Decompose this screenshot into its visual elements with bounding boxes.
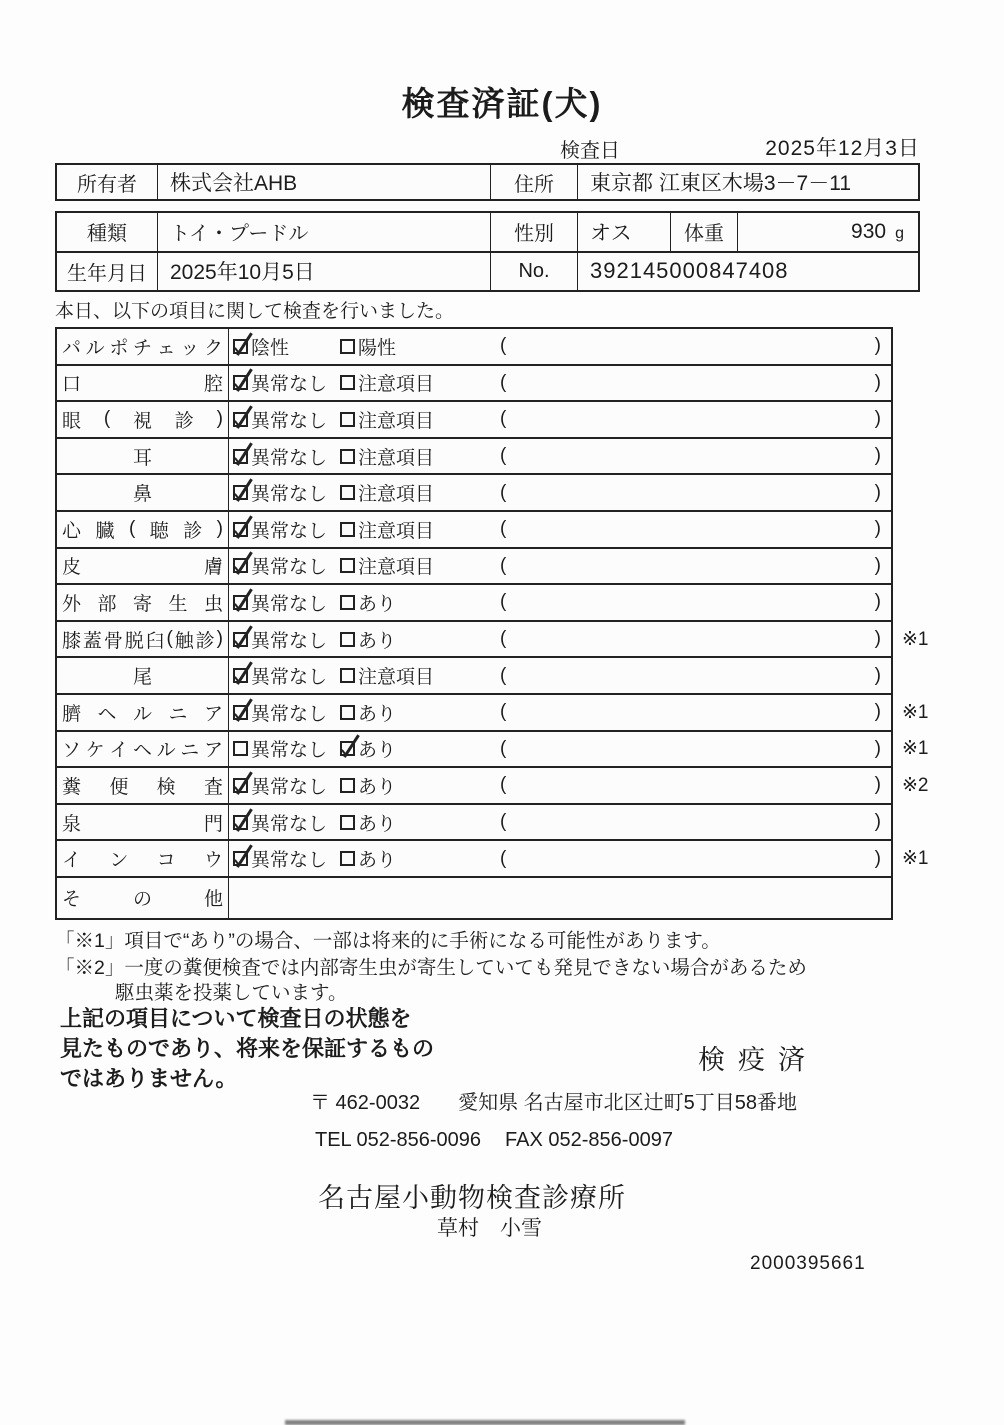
inspection-date-label: 検査日 [560,140,620,162]
option-label: 異常なし [251,703,328,725]
paren-open: ( [500,554,507,576]
no-value: 392145000847408 [577,253,918,291]
option-label: 異常なし [251,374,328,396]
checkbox[interactable] [340,632,355,647]
option-label: 異常なし [251,410,328,432]
paren-open: ( [500,664,507,686]
checklist-row [57,329,891,366]
row-note: ※2 [902,774,929,796]
checkbox[interactable] [340,375,355,390]
birth-value: 2025年10月5日 [157,253,490,291]
checkbox[interactable] [340,522,355,537]
paren-close: ) [874,664,881,686]
checkbox[interactable] [233,815,248,830]
paren-open: ( [500,445,507,467]
sex-value: オス [577,213,670,251]
checkbox[interactable] [233,375,248,390]
row-content [229,695,891,730]
weight-value [737,213,918,251]
option-label: 異常なし [251,667,328,689]
checkbox[interactable] [233,595,248,610]
item-label: 膝 蓋 骨 脱 臼 ( 触 診 ) [57,622,229,657]
checklist-row [57,549,891,586]
row-content [229,805,891,840]
checklist-row [57,475,891,512]
option-1 [233,443,340,470]
item-label: 眼 ( 視 診 ) [57,402,229,437]
checkbox[interactable] [233,851,248,866]
row-content [229,622,891,657]
clinic-tel: TEL 052-856-0096 [315,1129,482,1151]
option-1 [233,516,340,543]
row-note: ※1 [902,701,929,723]
paren-open: ( [500,371,507,393]
option-label: あり [358,850,397,872]
sex-label: 性別 [490,213,577,251]
option-label: 異常なし [251,850,328,872]
inspection-date-value: 2025年12月3日 [765,137,920,160]
option-label: 異常なし [251,740,328,762]
row-note: ※1 [902,848,929,870]
checkbox[interactable] [340,485,355,500]
option-1 [233,406,340,433]
row-content [229,658,891,693]
option-2 [340,516,498,543]
item-label: 口 腔 [57,366,229,401]
disclaimer-line-2: 見たものであり、将来を保証するもの [60,1036,435,1061]
option-2 [340,735,498,762]
checkbox[interactable] [233,485,248,500]
breed-value: トイ・プードル [157,213,490,251]
row-content [229,549,891,584]
item-label: 外 部 寄 生 虫 [57,585,229,620]
option-label: 異常なし [251,557,328,579]
checkbox[interactable] [233,339,248,354]
footnote-2: 「※2」一度の糞便検査では内部寄生虫が寄生していても発見できない場合があるため [55,957,807,979]
checkbox[interactable] [233,632,248,647]
option-label: 注意項目 [358,667,435,689]
checkbox[interactable] [233,558,248,573]
paren-open: ( [500,774,507,796]
option-label: 異常なし [251,447,328,469]
item-label: 耳 [57,439,229,474]
option-label: 注意項目 [358,520,435,542]
birth-label: 生年月日 [67,262,147,285]
paren-close: ) [874,408,881,430]
checklist-row [57,402,891,439]
option-label: 注意項目 [358,410,435,432]
paren-close: ) [874,811,881,833]
option-label: 異常なし [251,776,328,798]
option-1 [233,552,340,579]
row-content [229,329,891,364]
item-label: 鼻 [57,475,229,510]
option-label: 注意項目 [358,447,435,469]
row-content [229,841,891,876]
owner-label: 所有者 [77,173,137,196]
row-content [229,475,891,510]
scan-artifact [285,1420,685,1425]
owner-table [55,163,920,201]
paren-open: ( [500,847,507,869]
checklist-row [57,658,891,695]
checkbox[interactable] [340,668,355,683]
option-2 [340,443,498,470]
address-label: 住所 [490,165,577,199]
paren-open: ( [500,591,507,613]
paren-close: ) [874,335,881,357]
item-label: パ ル ポ チ ェ ッ ク [57,329,229,364]
paren-close: ) [874,518,881,540]
paren-close: ) [874,445,881,467]
disclaimer-line-1: 上記の項目について検査日の状態を [60,1006,412,1031]
checklist-row [57,841,929,878]
checklist-row [57,622,929,659]
postal-code: 〒 462-0032 [310,1092,421,1114]
checkbox[interactable] [340,815,355,830]
row-content [229,402,891,437]
option-2 [340,479,498,506]
paren-close: ) [874,847,881,869]
quarantine-stamp: 検疫済 [698,1045,818,1075]
intro-sentence: 本日、以下の項目に関して検査を行いました。 [55,301,455,322]
option-2 [340,589,498,616]
row-content [229,768,891,803]
row-content [229,585,891,620]
item-label: 泉 門 [57,805,229,840]
paren-open: ( [500,335,507,357]
row-note: ※1 [902,738,929,760]
footnote-1: 「※1」項目で“あり”の場合、一部は将来的に手術になる可能性があります。 [55,930,721,952]
option-1 [233,333,340,360]
paren-open: ( [500,737,507,759]
option-1 [233,735,340,762]
checklist-row [57,805,891,842]
weight-unit: g [895,225,904,243]
address-value: 東京都 江東区木場3－7－11 [577,165,918,199]
item-label: イ ン コ ウ [57,841,229,876]
checkbox[interactable] [233,522,248,537]
checkbox[interactable] [233,668,248,683]
checkbox[interactable] [233,412,248,427]
option-2 [340,662,498,689]
item-label: 尾 [57,658,229,693]
option-1 [233,699,340,726]
option-label: 陰性 [251,337,290,359]
item-label: 臍 ヘ ル ニ ア [57,695,229,730]
option-1 [233,589,340,616]
checklist-row [57,878,891,918]
option-1 [233,845,340,872]
option-label: 異常なし [251,484,328,506]
paren-close: ) [874,554,881,576]
row-content [229,878,891,918]
option-label: 異常なし [251,593,328,615]
vet-name: 草村 小雪 [437,1217,542,1240]
option-label: 異常なし [251,813,328,835]
no-label: No. [490,253,577,291]
option-2 [340,333,498,360]
option-1 [233,809,340,836]
option-label: あり [358,630,397,652]
serial-number: 2000395661 [750,1253,866,1274]
clinic-address-line [310,1086,797,1115]
paren-open: ( [500,701,507,723]
checklist-row [57,768,929,805]
option-label: 注意項目 [358,374,435,396]
owner-value: 株式会社AHB [157,165,490,199]
option-label: 異常なし [251,630,328,652]
item-label: そ の 他 [57,878,229,918]
option-2 [340,699,498,726]
checkbox[interactable] [340,449,355,464]
paren-close: ) [874,737,881,759]
option-1 [233,369,340,396]
checkbox[interactable] [340,339,355,354]
option-label: あり [358,813,397,835]
weight-number: 930 [851,219,887,243]
paren-close: ) [874,371,881,393]
item-label: 糞 便 検 査 [57,768,229,803]
paren-open: ( [500,811,507,833]
clinic-phone-line [315,1129,673,1152]
option-2 [340,809,498,836]
option-1 [233,662,340,689]
option-label: 注意項目 [358,484,435,506]
option-label: あり [358,776,397,798]
checkbox[interactable] [233,449,248,464]
clinic-fax: FAX 052-856-0097 [505,1129,673,1151]
paren-open: ( [500,408,507,430]
checklist-row [57,512,891,549]
paren-close: ) [874,628,881,650]
paren-open: ( [500,481,507,503]
checklist-row [57,732,929,769]
option-label: 注意項目 [358,557,435,579]
checkbox[interactable] [340,412,355,427]
disclaimer-line-3: ではありません。 [60,1066,238,1091]
option-2 [340,369,498,396]
row-note: ※1 [902,628,929,650]
checklist-row [57,439,891,476]
checkbox[interactable] [340,851,355,866]
option-label: あり [358,703,397,725]
row-content [229,439,891,474]
option-2 [340,406,498,433]
option-label: あり [358,593,397,615]
weight-label: 体重 [670,213,737,251]
option-label: 異常なし [251,520,328,542]
checkbox[interactable] [340,595,355,610]
checkbox[interactable] [233,741,248,756]
option-2 [340,626,498,653]
row-content [229,732,891,767]
disclaimer [60,1004,434,1094]
clinic-name: 名古屋小動物検査診療所 [318,1183,626,1213]
option-1 [233,772,340,799]
clinic-address: 愛知県 名古屋市北区辻町5丁目58番地 [458,1092,798,1114]
checkbox[interactable] [340,558,355,573]
pet-table [55,211,920,292]
page-title: 検査済証(犬) [401,85,603,122]
option-2 [340,552,498,579]
option-2 [340,772,498,799]
option-1 [233,479,340,506]
checkbox[interactable] [340,705,355,720]
checkbox[interactable] [233,778,248,793]
checkbox[interactable] [233,705,248,720]
option-2 [340,845,498,872]
footnote-3: 駆虫薬を投薬しています。 [115,982,348,1004]
item-label: ソ ケ イ ヘ ル ニ ア [57,732,229,767]
paren-close: ) [874,481,881,503]
option-label: 陽性 [358,337,397,359]
option-1 [233,626,340,653]
paren-open: ( [500,518,507,540]
paren-close: ) [874,701,881,723]
checklist-row [57,366,891,403]
checkbox[interactable] [340,778,355,793]
option-label: あり [358,740,397,762]
checklist-row [57,585,891,622]
paren-close: ) [874,591,881,613]
item-label: 皮 膚 [57,549,229,584]
item-label: 心 臓 ( 聴 診 ) [57,512,229,547]
checkbox[interactable] [340,741,355,756]
checklist-row [57,695,929,732]
checklist-table [55,327,929,920]
paren-open: ( [500,628,507,650]
row-content [229,366,891,401]
paren-close: ) [874,774,881,796]
breed-label: 種類 [87,223,127,246]
row-content [229,512,891,547]
